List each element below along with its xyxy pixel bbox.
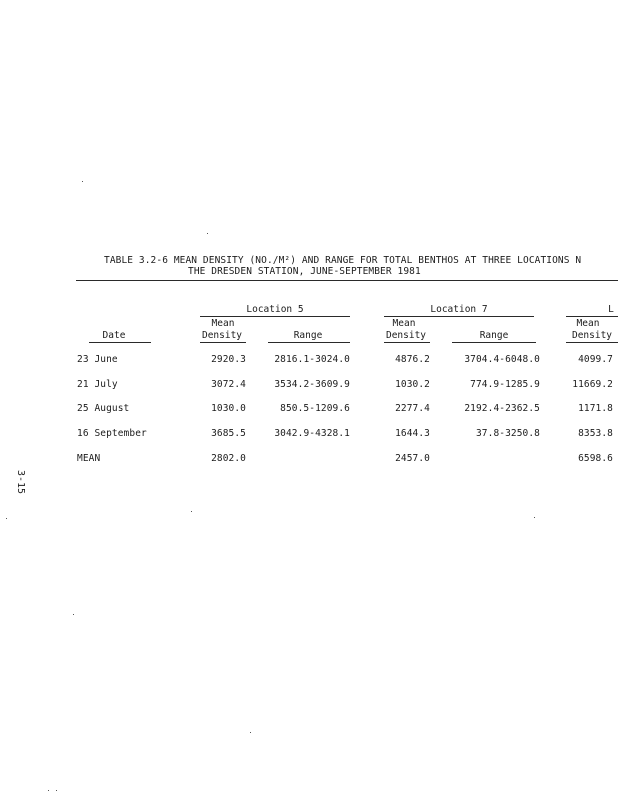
scan-speck xyxy=(250,732,251,733)
col-header-date: Date xyxy=(102,330,126,341)
row-l7-mean: 1030.2 xyxy=(395,379,430,390)
scan-speck xyxy=(56,790,57,791)
row-l8-mean: 8353.8 xyxy=(578,428,613,439)
col-rule-l8-mean xyxy=(566,342,618,343)
scan-speck xyxy=(73,614,74,615)
col-rule-l7-mean xyxy=(384,342,430,343)
row-l5-mean: 3685.5 xyxy=(211,428,246,439)
group-header-location-5: Location 5 xyxy=(246,304,304,315)
scan-speck xyxy=(534,517,535,518)
scan-speck xyxy=(191,511,192,512)
row-l8-mean: 6598.6 xyxy=(578,453,613,464)
scan-speck xyxy=(6,518,7,519)
row-l5-range: 850.5-1209.6 xyxy=(280,403,350,414)
row-date: 21 July xyxy=(77,379,118,390)
col-header-l5-mean-2: Density xyxy=(201,330,243,341)
col-header-l7-range: Range xyxy=(479,330,509,341)
row-l5-mean: 1030.0 xyxy=(211,403,246,414)
col-rule-l5-range xyxy=(268,342,350,343)
row-date: 23 June xyxy=(77,354,118,365)
group-header-location-7: Location 7 xyxy=(430,304,488,315)
scan-speck xyxy=(48,790,49,791)
col-header-l7-mean-2: Density xyxy=(385,330,427,341)
col-rule-l5-mean xyxy=(200,342,246,343)
row-l7-range: 2192.4-2362.5 xyxy=(464,403,540,414)
row-date: MEAN xyxy=(77,453,101,464)
title-underline xyxy=(76,280,618,281)
row-l8-mean: 1171.8 xyxy=(578,403,613,414)
row-l7-mean: 2457.0 xyxy=(395,453,430,464)
row-l7-mean: 1644.3 xyxy=(395,428,430,439)
col-header-l5-mean-1: Mean xyxy=(211,318,235,329)
row-l7-range: 3704.4-6048.0 xyxy=(464,354,540,365)
row-l7-mean: 2277.4 xyxy=(395,403,430,414)
row-date: 25 August xyxy=(77,403,130,414)
col-rule-date xyxy=(89,342,151,343)
row-l5-range: 3534.2-3609.9 xyxy=(274,379,350,390)
row-l5-range: 2816.1-3024.0 xyxy=(274,354,350,365)
row-l7-range: 774.9-1285.9 xyxy=(470,379,540,390)
table-title-line-2: THE DRESDEN STATION, JUNE-SEPTEMBER 1981 xyxy=(188,266,421,277)
row-l7-range: 37.8-3250.8 xyxy=(475,428,540,439)
scan-speck xyxy=(82,181,83,182)
row-l8-mean: 11669.2 xyxy=(572,379,613,390)
group-rule-location-8 xyxy=(566,316,618,317)
col-rule-l7-range xyxy=(452,342,536,343)
col-header-l8-mean-1: Mean xyxy=(576,318,600,329)
scan-speck xyxy=(207,233,208,234)
group-rule-location-5 xyxy=(200,316,350,317)
row-l8-mean: 4099.7 xyxy=(578,354,613,365)
group-header-location-8: L xyxy=(608,304,614,315)
page-number: 3-15 xyxy=(15,470,26,495)
row-l5-mean: 2802.0 xyxy=(211,453,246,464)
row-l5-range: 3042.9-4328.1 xyxy=(274,428,350,439)
row-l5-mean: 2920.3 xyxy=(211,354,246,365)
col-header-l5-range: Range xyxy=(293,330,323,341)
col-header-l7-mean-1: Mean xyxy=(392,318,416,329)
table-title-line-1: TABLE 3.2-6 MEAN DENSITY (NO./M²) AND RANGE FOR TOTAL BENTHOS AT THREE LOCATIONS N xyxy=(104,255,582,266)
col-header-l8-mean-2: Density xyxy=(571,330,613,341)
row-date: 16 September xyxy=(77,428,147,439)
row-l7-mean: 4876.2 xyxy=(395,354,430,365)
group-rule-location-7 xyxy=(384,316,534,317)
row-l5-mean: 3072.4 xyxy=(211,379,246,390)
